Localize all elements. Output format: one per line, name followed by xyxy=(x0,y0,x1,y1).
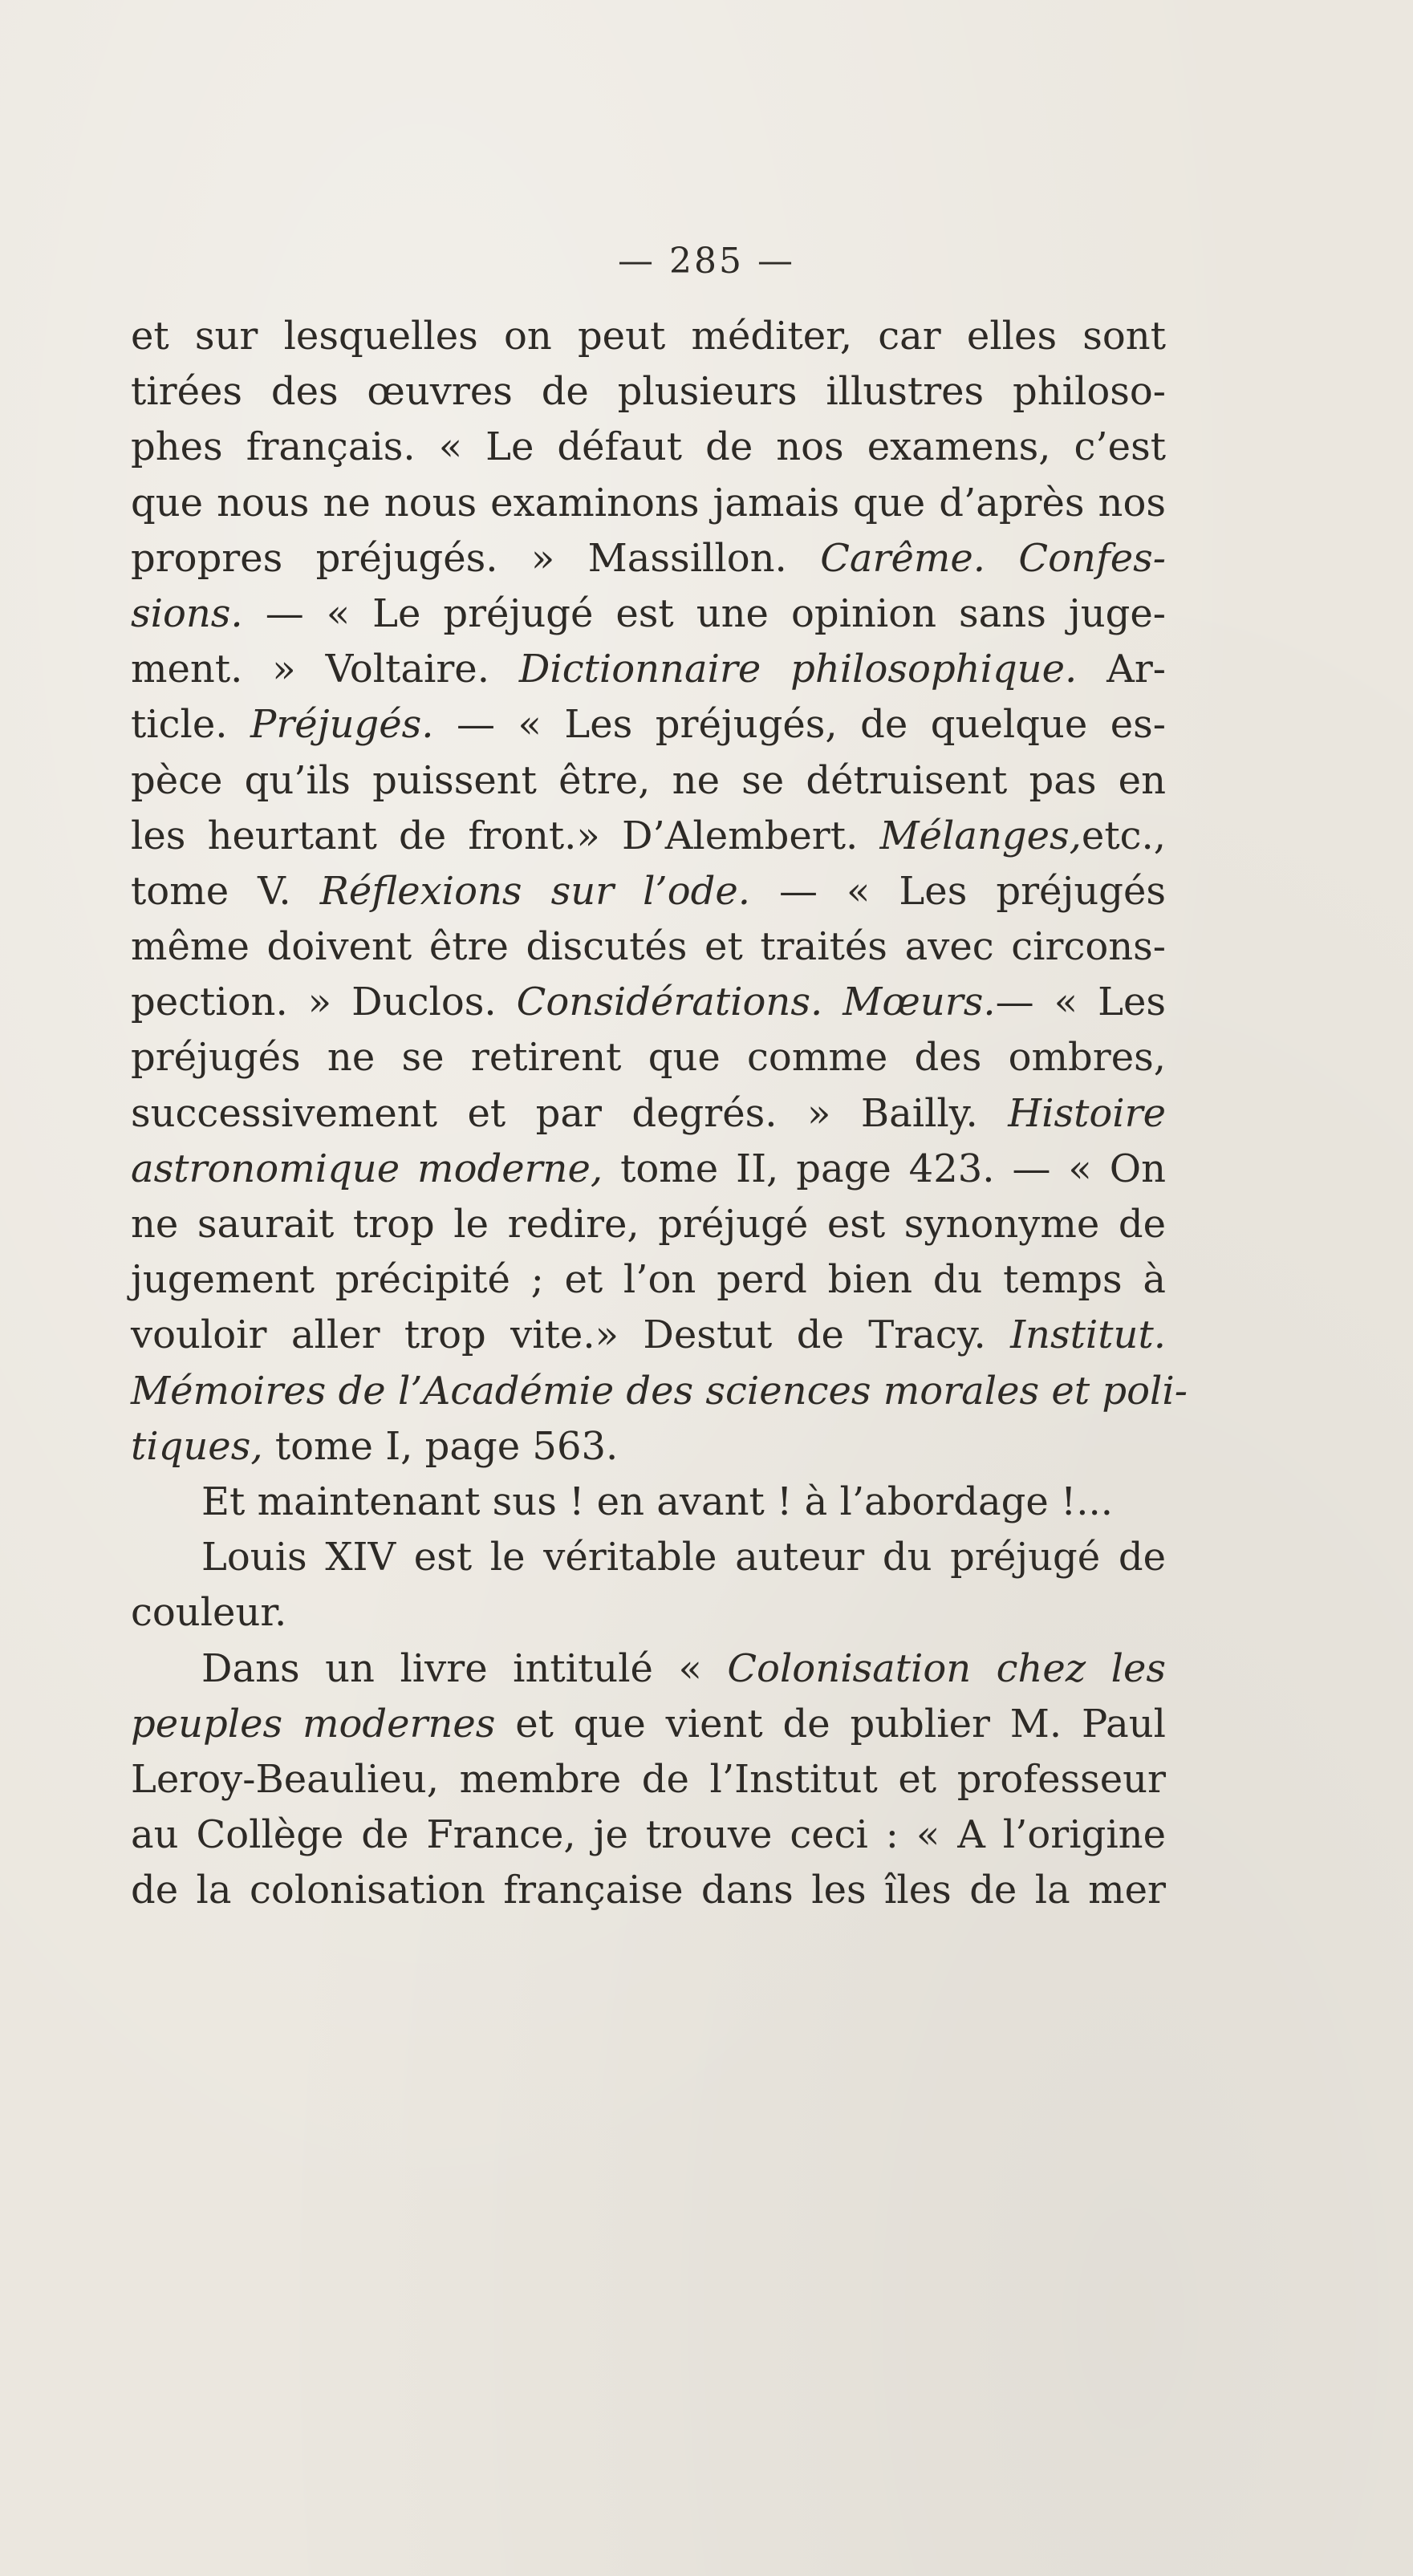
text-line xyxy=(131,364,1166,420)
italic-text-segment: sions. xyxy=(131,590,243,636)
italic-text-segment: peuples modernes xyxy=(131,1701,496,1746)
text-line xyxy=(131,1697,1166,1752)
text-segment: — « Les xyxy=(995,980,1166,1025)
text-line xyxy=(131,1252,1166,1308)
italic-text-segment: Considérations. Mœurs. xyxy=(516,980,996,1025)
body-text xyxy=(131,309,1188,1918)
text-segment: Louis XIV est le véritable auteur du préjugé de xyxy=(201,1535,1166,1580)
text-segment: tome V. xyxy=(131,868,320,914)
text-line xyxy=(131,1863,1166,1918)
text-line xyxy=(131,1530,1166,1585)
text-segment: phes français. « Le défaut de nos examens, c’est xyxy=(131,424,1166,470)
text-line xyxy=(131,697,1166,753)
text-segment: Et maintenant sus ! en avant ! à l’abordage !... xyxy=(201,1479,1114,1524)
text-segment: tome II, page 423. — « On xyxy=(603,1146,1167,1191)
text-segment: de la colonisation française dans les îles de la mer xyxy=(131,1868,1166,1913)
text-segment: ne saurait trop le redire, préjugé est synonyme de xyxy=(131,1202,1166,1247)
text-segment: les heurtant de front.» D’Alembert. xyxy=(131,813,880,858)
text-segment: et que vient de publier M. Paul xyxy=(495,1701,1166,1746)
text-line xyxy=(131,1752,1166,1807)
italic-text-segment: Carême. Confes- xyxy=(820,535,1166,581)
text-line xyxy=(131,1030,1166,1085)
text-line xyxy=(131,1419,1166,1475)
text-line xyxy=(131,586,1166,642)
text-line xyxy=(131,1475,1166,1530)
text-segment: pection. » Duclos. xyxy=(131,980,517,1025)
italic-text-segment: Colonisation chez les xyxy=(727,1645,1167,1691)
text-segment: — « Les préjugés xyxy=(749,868,1167,914)
text-line xyxy=(131,309,1166,364)
text-segment: ticle. xyxy=(131,702,251,748)
italic-text-segment: tiques, xyxy=(131,1423,263,1469)
text-segment: tirées des œuvres de plusieurs illustres philoso- xyxy=(131,369,1166,415)
text-line xyxy=(131,1585,1166,1641)
text-segment: — « Les préjugés, de quelque es- xyxy=(433,702,1167,748)
text-line xyxy=(131,1197,1166,1252)
text-line xyxy=(131,864,1166,919)
italic-text-segment: Préjugés. xyxy=(250,702,434,748)
italic-text-segment: Dictionnaire philosophique. xyxy=(518,647,1078,692)
text-line xyxy=(131,919,1166,975)
text-line xyxy=(131,809,1166,864)
text-segment: et sur lesquelles on peut méditer, car elles sont xyxy=(131,314,1166,359)
text-line xyxy=(131,476,1166,531)
text-segment: couleur. xyxy=(131,1590,287,1636)
text-segment: que nous ne nous examinons jamais que d’après nos xyxy=(131,480,1166,525)
text-line xyxy=(131,420,1166,475)
text-line xyxy=(131,642,1166,697)
text-segment: — « Le préjugé est une opinion sans juge- xyxy=(242,590,1166,636)
text-segment: etc., xyxy=(1081,813,1166,858)
text-line xyxy=(131,1308,1166,1363)
text-segment: Ar- xyxy=(1077,647,1166,692)
text-line xyxy=(131,1807,1166,1863)
text-segment: tome I, page 563. xyxy=(262,1423,619,1469)
text-segment: Leroy-Beaulieu, membre de l’Institut et professeur xyxy=(131,1756,1166,1802)
page-number: — 285 — xyxy=(618,241,795,282)
text-segment: ment. » Voltaire. xyxy=(131,647,519,692)
text-line xyxy=(131,753,1166,809)
text-segment: jugement précipité ; et l’on perd bien du temps à xyxy=(131,1257,1166,1303)
text-segment: Dans un livre intitulé « xyxy=(201,1645,728,1691)
text-segment: vouloir aller trop vite.» Destut de Tracy. xyxy=(131,1312,1011,1358)
text-segment: propres préjugés. » Massillon. xyxy=(131,535,821,581)
text-line xyxy=(131,531,1166,586)
text-segment: successivement et par degrés. » Bailly. xyxy=(131,1090,1009,1136)
text-line xyxy=(131,1086,1166,1142)
italic-text-segment: Réflexions sur l’ode. xyxy=(319,868,750,914)
italic-text-segment: Histoire xyxy=(1008,1090,1166,1136)
italic-text-segment: Mélanges, xyxy=(879,813,1082,858)
text-segment: au Collège de France, je trouve ceci : « A l’origine xyxy=(131,1812,1166,1858)
italic-text-segment: Institut. xyxy=(1010,1312,1166,1358)
text-segment: préjugés ne se retirent que comme des ombres, xyxy=(131,1035,1166,1081)
italic-text-segment: astronomique moderne, xyxy=(131,1146,603,1191)
text-segment: même doivent être discutés et traités avec circons- xyxy=(131,924,1166,970)
italic-text-segment: Mémoires de l’Académie des sciences morales et poli- xyxy=(131,1368,1188,1414)
text-line xyxy=(131,1142,1166,1197)
text-segment: pèce qu’ils puissent être, ne se détruisent pas en xyxy=(131,757,1166,803)
text-line xyxy=(131,1641,1166,1697)
text-line xyxy=(131,1364,1188,1419)
text-line xyxy=(131,975,1166,1030)
